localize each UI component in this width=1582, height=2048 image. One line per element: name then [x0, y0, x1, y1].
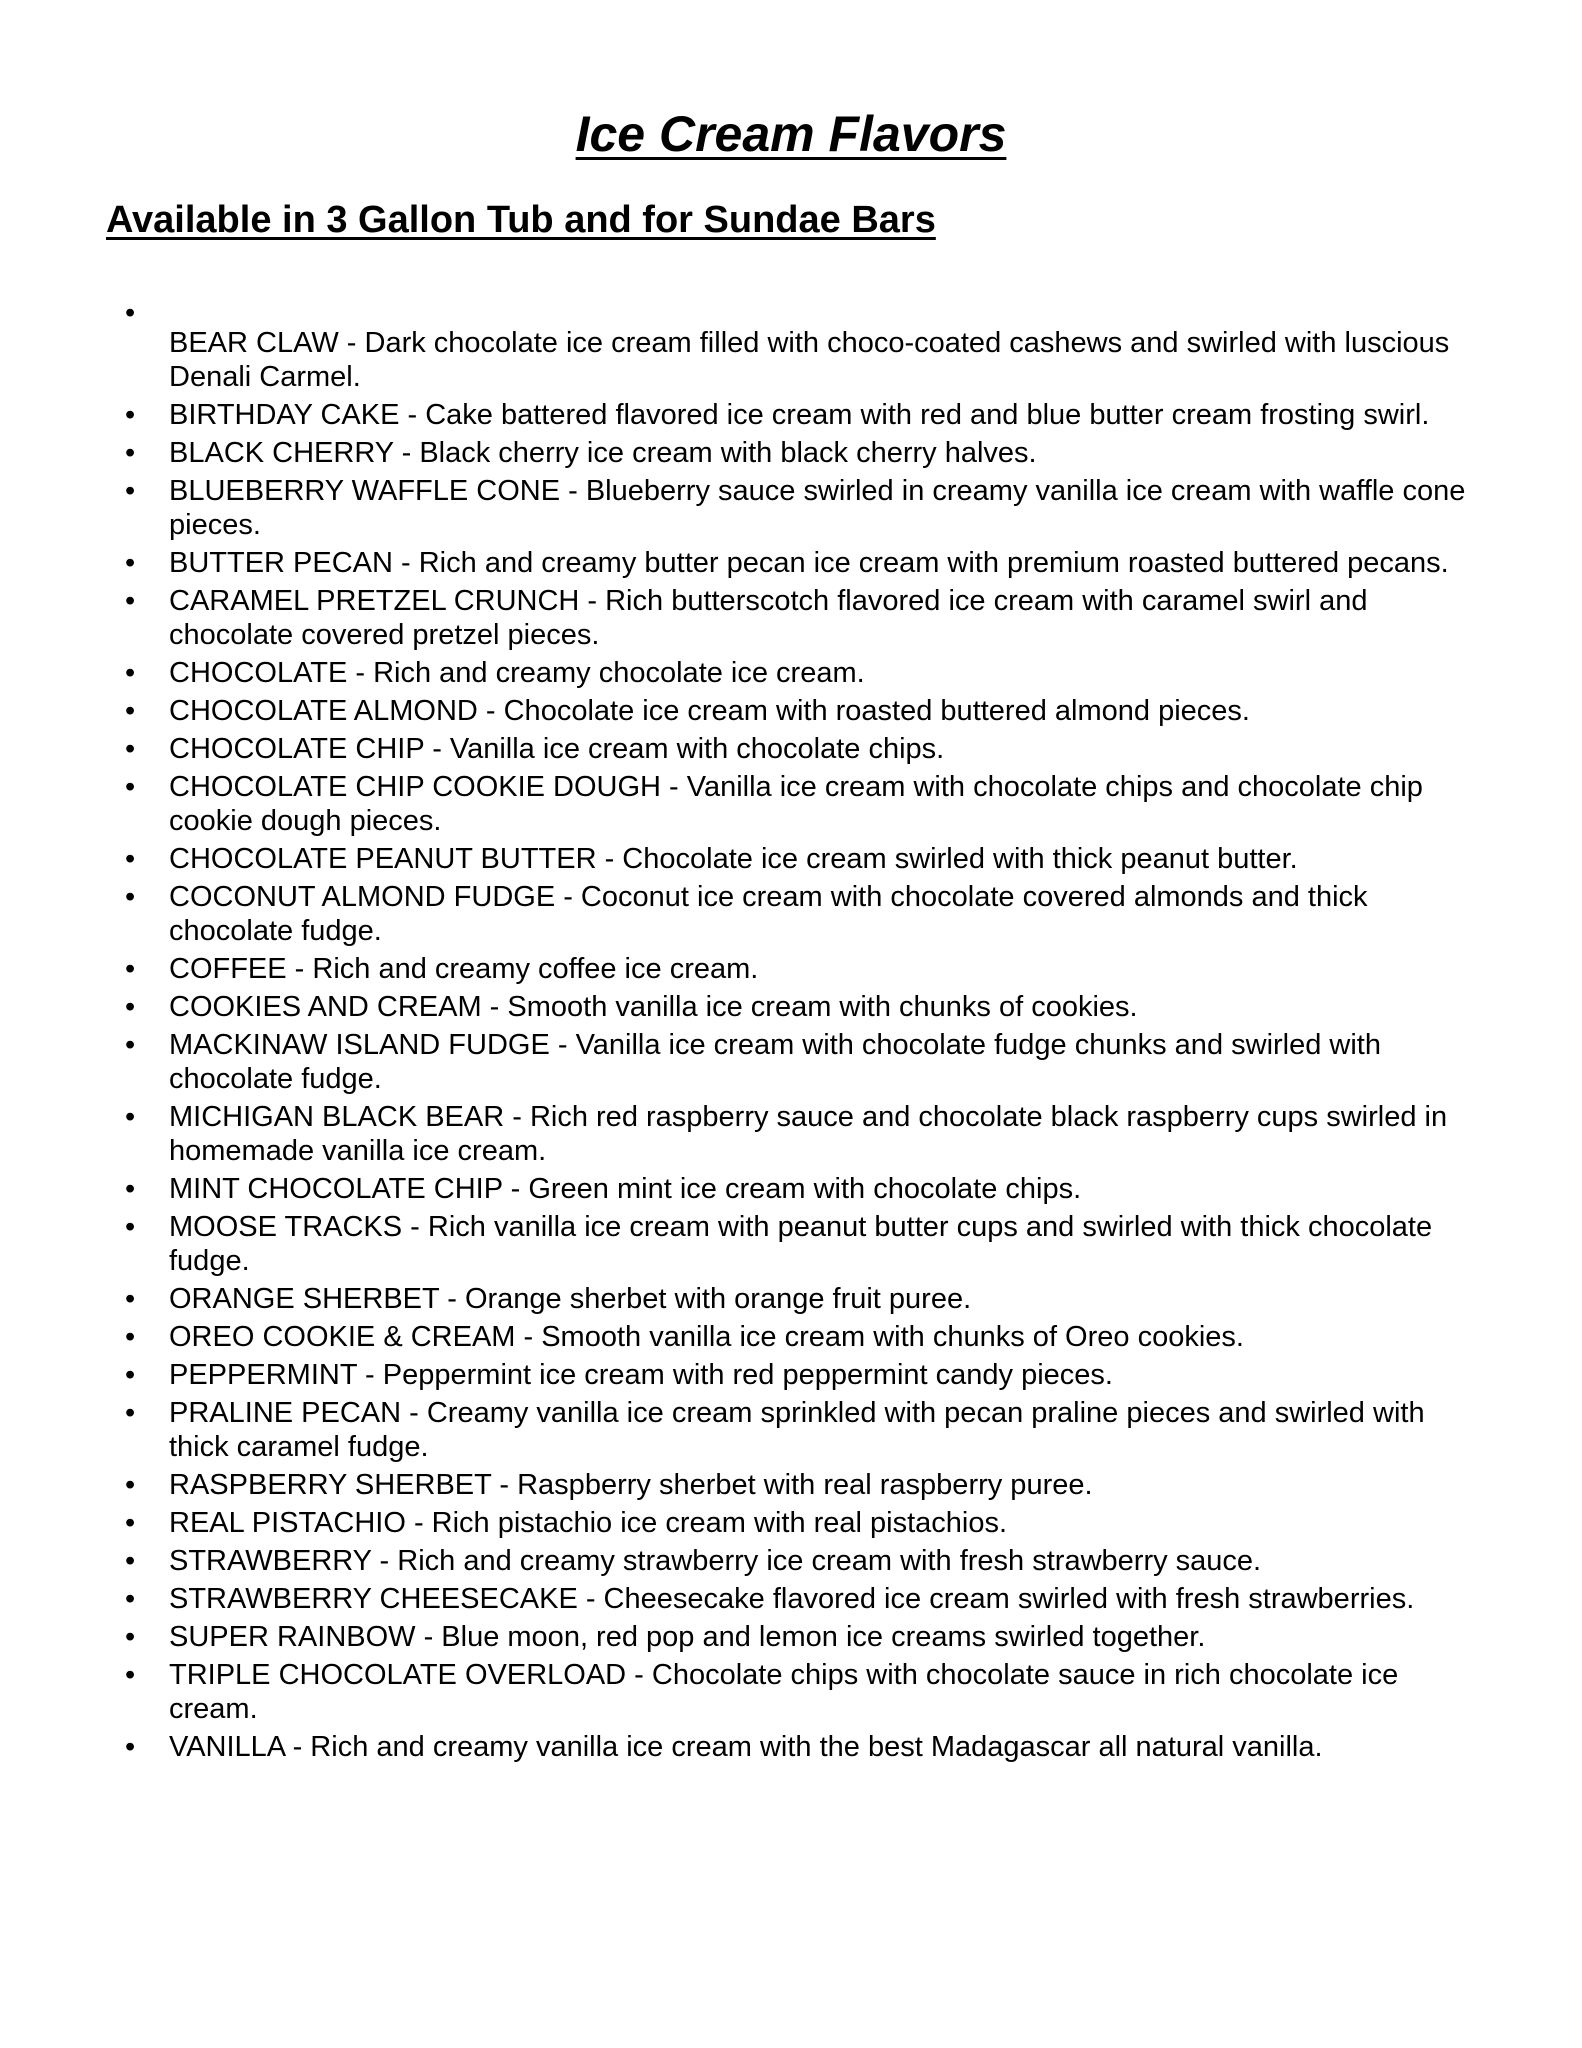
flavor-item-blueberry-waffle-cone: • BLUEBERRY WAFFLE CONE - Blueberry sauce swirled in creamy vanilla ice cream with waffle cone pieces.: [0, 474, 1469, 542]
flavor-item-triple-chocolate-overload: • TRIPLE CHOCOLATE OVERLOAD - Chocolate chips with chocolate sauce in rich chocolate ice cream.: [0, 1658, 1469, 1726]
flavor-item-mackinaw-island-fudge: • MACKINAW ISLAND FUDGE - Vanilla ice cream with chocolate fudge chunks and swirled with chocolate fudge.: [0, 1028, 1469, 1096]
flavor-item-super-rainbow: • SUPER RAINBOW - Blue moon, red pop and lemon ice creams swirled together.: [0, 1620, 1469, 1654]
flavor-item-caramel-pretzel-crunch: • CARAMEL PRETZEL CRUNCH - Rich butterscotch flavored ice cream with caramel swirl and chocolate covered pretzel pieces.: [0, 584, 1469, 652]
flavor-item-cookies-and-cream: • COOKIES AND CREAM - Smooth vanilla ice cream with chunks of cookies.: [0, 990, 1469, 1024]
flavor-item-chocolate-peanut-butter: • CHOCOLATE PEANUT BUTTER - Chocolate ice cream swirled with thick peanut butter.: [0, 842, 1469, 876]
flavor-list: [0, 296, 1582, 1768]
flavor-item-raspberry-sherbet: • RASPBERRY SHERBET - Raspberry sherbet with real raspberry puree.: [0, 1468, 1469, 1502]
flavor-item-strawberry-cheesecake: • STRAWBERRY CHEESECAKE - Cheesecake flavored ice cream swirled with fresh strawberries.: [0, 1582, 1469, 1616]
page-title: Ice Cream Flavors: [575, 106, 1007, 162]
flavor-item-orange-sherbet: • ORANGE SHERBET - Orange sherbet with orange fruit puree.: [0, 1282, 1469, 1316]
flavor-item-mint-chocolate-chip: • MINT CHOCOLATE CHIP - Green mint ice cream with chocolate chips.: [0, 1172, 1469, 1206]
flavor-item-vanilla: • VANILLA - Rich and creamy vanilla ice cream with the best Madagascar all natural vanilla.: [0, 1730, 1469, 1764]
flavor-item-chocolate-almond: • CHOCOLATE ALMOND - Chocolate ice cream with roasted buttered almond pieces.: [0, 694, 1469, 728]
flavor-item-real-pistachio: • REAL PISTACHIO - Rich pistachio ice cream with real pistachios.: [0, 1506, 1469, 1540]
flavor-item-strawberry: • STRAWBERRY - Rich and creamy strawberry ice cream with fresh strawberry sauce.: [0, 1544, 1469, 1578]
flavor-item-chocolate: • CHOCOLATE - Rich and creamy chocolate ice cream.: [0, 656, 1469, 690]
page-subtitle: Available in 3 Gallon Tub and for Sundae Bars: [106, 199, 936, 241]
flavor-item-michigan-black-bear: • MICHIGAN BLACK BEAR - Rich red raspberry sauce and chocolate black raspberry cups swirled in homemade vanilla ice cream.: [0, 1100, 1469, 1168]
flavor-item-birthday-cake: • BIRTHDAY CAKE - Cake battered flavored ice cream with red and blue butter cream frosting swirl.: [0, 398, 1469, 432]
flavor-item-peppermint: • PEPPERMINT - Peppermint ice cream with red peppermint candy pieces.: [0, 1358, 1469, 1392]
flavor-item-coconut-almond-fudge: • COCONUT ALMOND FUDGE - Coconut ice cream with chocolate covered almonds and thick chocolate fudge.: [0, 880, 1469, 948]
flavor-item-chocolate-chip: • CHOCOLATE CHIP - Vanilla ice cream with chocolate chips.: [0, 732, 1469, 766]
flavor-item-coffee: • COFFEE - Rich and creamy coffee ice cream.: [0, 952, 1469, 986]
flavor-item-butter-pecan: • BUTTER PECAN - Rich and creamy butter pecan ice cream with premium roasted buttered pecans.: [0, 546, 1469, 580]
flavor-item-moose-tracks: • MOOSE TRACKS - Rich vanilla ice cream with peanut butter cups and swirled with thick chocolate fudge.: [0, 1210, 1469, 1278]
flavor-item-praline-pecan: • PRALINE PECAN - Creamy vanilla ice cream sprinkled with pecan praline pieces and swirled with thick caramel fudge.: [0, 1396, 1469, 1464]
flavor-item-black-cherry: • BLACK CHERRY - Black cherry ice cream with black cherry halves.: [0, 436, 1469, 470]
flavor-item-chocolate-chip-cookie-dough: • CHOCOLATE CHIP COOKIE DOUGH - Vanilla ice cream with chocolate chips and chocolate chip cookie dough pieces.: [0, 770, 1469, 838]
flavor-item-bear-claw: • BEAR CLAW - Dark chocolate ice cream filled with choco-coated cashews and swirled with luscious Denali Carmel.: [0, 296, 1469, 394]
flavor-item-oreo-cookie-cream: • OREO COOKIE & CREAM - Smooth vanilla ice cream with chunks of Oreo cookies.: [0, 1320, 1469, 1354]
